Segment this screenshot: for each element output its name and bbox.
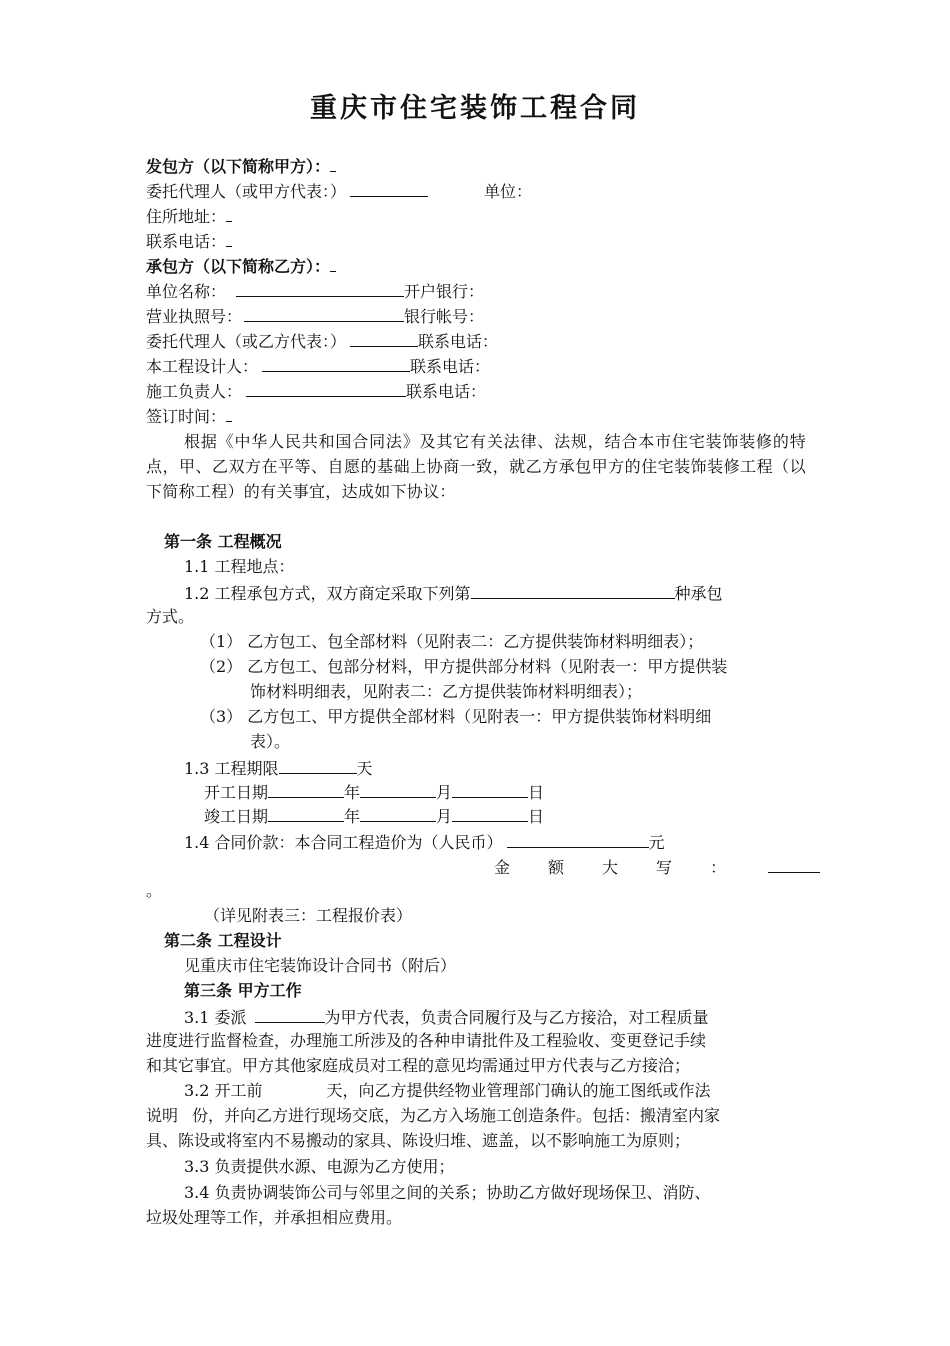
clause-3-2-text-2: 天，向乙方提供经物业管理部门确认的施工图纸或作法 xyxy=(326,1081,711,1100)
clause-1-3-text: 1.3 工程期限 xyxy=(184,759,279,778)
preamble: 根据《中华人民共和国合同法》及其它有关法律、法规，结合本市住宅装饰装修的特点，甲、乙双方在平等、自愿的基础上协商一致，就乙方承包甲方的住宅装饰装修工程（以下简称工程）的有关事宜，达成如下协议： xyxy=(146,432,806,501)
clause-3-1-line1 xyxy=(184,1004,709,1030)
article2-heading: 第二条 工程设计 xyxy=(164,931,282,950)
amount-char: 写 xyxy=(656,858,673,877)
clause-1-2-text: 1.2 工程承包方式，双方商定采取下列第 xyxy=(184,584,471,603)
clause-3-2-text-3: 说明 xyxy=(146,1106,179,1125)
finish-date-line xyxy=(204,803,544,829)
blank xyxy=(226,228,232,247)
party-a-unit-label: 单位： xyxy=(484,182,533,201)
date-label: 日 xyxy=(528,807,545,826)
party-b-name-label: 单位名称： xyxy=(146,282,227,301)
option-2-line2: 饰材料明细表，见附表二：乙方提供装饰材料明细表）； xyxy=(250,682,643,701)
option-2-line1: （2） 乙方包工、包部分材料，甲方提供部分材料（见附表一：甲方提供装 xyxy=(200,657,728,676)
clause-3-4-line1: 3.4 负责协调装饰公司与邻里之间的关系；协助乙方做好现场保卫、消防、 xyxy=(184,1183,711,1202)
article1-heading: 第一条 工程概况 xyxy=(164,532,282,551)
party-b-license-line xyxy=(146,303,484,329)
amount-char: ： xyxy=(710,858,727,877)
clause-3-1-text-2: 为甲方代表，负责合同履行及与乙方接洽，对工程质量 xyxy=(324,1008,709,1027)
party-b-name-line xyxy=(146,278,484,304)
clause-3-2-line2 xyxy=(146,1104,720,1128)
month-label: 月 xyxy=(436,783,453,802)
party-a-address-line xyxy=(146,203,232,229)
party-a-agent-line xyxy=(146,178,532,204)
year-label: 年 xyxy=(344,783,361,802)
party-a-agent-blank xyxy=(350,178,428,197)
clause-1-4-text: 1.4 合同价款：本合同工程造价为（人民币） xyxy=(184,833,503,852)
party-a-phone-label: 联系电话： xyxy=(146,232,227,251)
amount-words-blank xyxy=(768,854,820,873)
party-b-agent-blank xyxy=(350,328,418,347)
clause-3-3: 3.3 负责提供水源、电源为乙方使用； xyxy=(184,1157,455,1176)
party-b-name-blank xyxy=(236,278,404,297)
day-label: 天 xyxy=(356,759,373,778)
finish-month-blank xyxy=(360,803,436,822)
party-a-heading xyxy=(146,153,336,179)
start-month-blank xyxy=(360,779,436,798)
contract-type-blank xyxy=(471,580,675,599)
blank xyxy=(226,403,232,422)
blank xyxy=(330,153,336,172)
blank xyxy=(330,253,336,272)
finish-date-label: 竣工日期 xyxy=(204,807,269,826)
amount-char: 大 xyxy=(602,858,619,877)
amount-char: 额 xyxy=(548,858,565,877)
clause-3-4-line2: 垃圾处理等工作，并承担相应费用。 xyxy=(146,1208,403,1227)
party-b-manager-phone-label: 联系电话： xyxy=(406,382,487,401)
blank xyxy=(226,203,232,222)
start-date-label: 开工日期 xyxy=(204,783,269,802)
month-label: 月 xyxy=(436,807,453,826)
clause-1-4 xyxy=(184,829,665,855)
page-title: 重庆市住宅装饰工程合同 xyxy=(310,93,640,124)
party-b-designer-line xyxy=(146,353,490,379)
clause-3-1-line3: 和其它事宜。甲方其他家庭成员对工程的意见均需通过甲方代表与乙方接洽； xyxy=(146,1056,691,1075)
sign-time-label: 签订时间： xyxy=(146,407,227,426)
party-b-license-label: 营业执照号： xyxy=(146,307,243,326)
start-year-blank xyxy=(268,779,344,798)
party-b-designer-phone-label: 联系电话： xyxy=(410,357,491,376)
party-b-heading-text: 承包方（以下简称乙方）： xyxy=(146,257,331,276)
amount-in-words xyxy=(494,854,820,880)
duration-blank xyxy=(279,755,357,774)
clause-3-2-line3: 具、陈设或将室内不易搬动的家具、陈设归堆、遮盖，以不影响施工为原则； xyxy=(146,1131,691,1150)
party-b-bank-label: 开户银行： xyxy=(404,282,485,301)
party-b-designer-blank xyxy=(262,353,410,372)
party-b-designer-label: 本工程设计人： xyxy=(146,357,259,376)
party-b-heading xyxy=(146,253,336,279)
party-b-agent-phone-label: 联系电话： xyxy=(418,332,499,351)
clause-1-2-end: 方式。 xyxy=(146,607,195,626)
price-blank xyxy=(507,829,649,848)
clause-1-2-suffix: 种承包 xyxy=(674,584,723,603)
clause-3-1-line2: 进度进行监督检查，办理施工所涉及的各种申请批件及工程验收、变更登记手续 xyxy=(146,1031,707,1050)
clause-3-2-text-4: 份，并向乙方进行现场交底，为乙方入场施工创造条件。包括：搬清室内家 xyxy=(192,1106,721,1125)
option-1: （1） 乙方包工、包全部材料（见附表二：乙方提供装饰材料明细表）； xyxy=(200,632,704,651)
option-3-line1: （3） 乙方包工、甲方提供全部材料（见附表一：甲方提供装饰材料明细 xyxy=(200,707,712,726)
party-b-agent-label: 委托代理人（或乙方代表：） xyxy=(146,332,347,351)
option-3-line2: 表）。 xyxy=(250,732,291,751)
clause-1-3 xyxy=(184,755,373,781)
clause-3-2-text: 3.2 开工前 xyxy=(184,1081,263,1100)
party-b-license-blank xyxy=(244,303,404,322)
representative-blank xyxy=(255,1004,325,1023)
party-b-account-label: 银行帐号： xyxy=(404,307,485,326)
start-date-line xyxy=(204,779,544,805)
article2-text: 见重庆市住宅装饰设计合同书（附后） xyxy=(184,956,457,975)
party-b-manager-label: 施工负责人： xyxy=(146,382,243,401)
sign-time-line xyxy=(146,403,232,429)
party-b-agent-line xyxy=(146,328,498,354)
amount-char: 金 xyxy=(494,858,511,877)
see-price-table: （详见附表三：工程报价表） xyxy=(204,906,413,925)
clause-1-2 xyxy=(184,580,723,606)
clause-3-1-text: 3.1 委派 xyxy=(184,1008,247,1027)
yuan-label: 元 xyxy=(648,833,665,852)
clause-1-1: 1.1 工程地点： xyxy=(184,557,295,576)
date-label: 日 xyxy=(528,783,545,802)
party-a-phone-line xyxy=(146,228,232,254)
finish-year-blank xyxy=(268,803,344,822)
clause-3-2-line1 xyxy=(184,1079,711,1103)
finish-day-blank xyxy=(452,803,528,822)
party-a-address-label: 住所地址： xyxy=(146,207,227,226)
start-day-blank xyxy=(452,779,528,798)
party-b-manager-blank xyxy=(246,378,406,397)
party-a-heading-text: 发包方（以下简称甲方）： xyxy=(146,157,331,176)
year-label: 年 xyxy=(344,807,361,826)
amount-period: 。 xyxy=(146,881,163,900)
party-a-agent-label: 委托代理人（或甲方代表：） xyxy=(146,182,347,201)
party-b-manager-line xyxy=(146,378,486,404)
article3-heading: 第三条 甲方工作 xyxy=(184,981,302,1000)
